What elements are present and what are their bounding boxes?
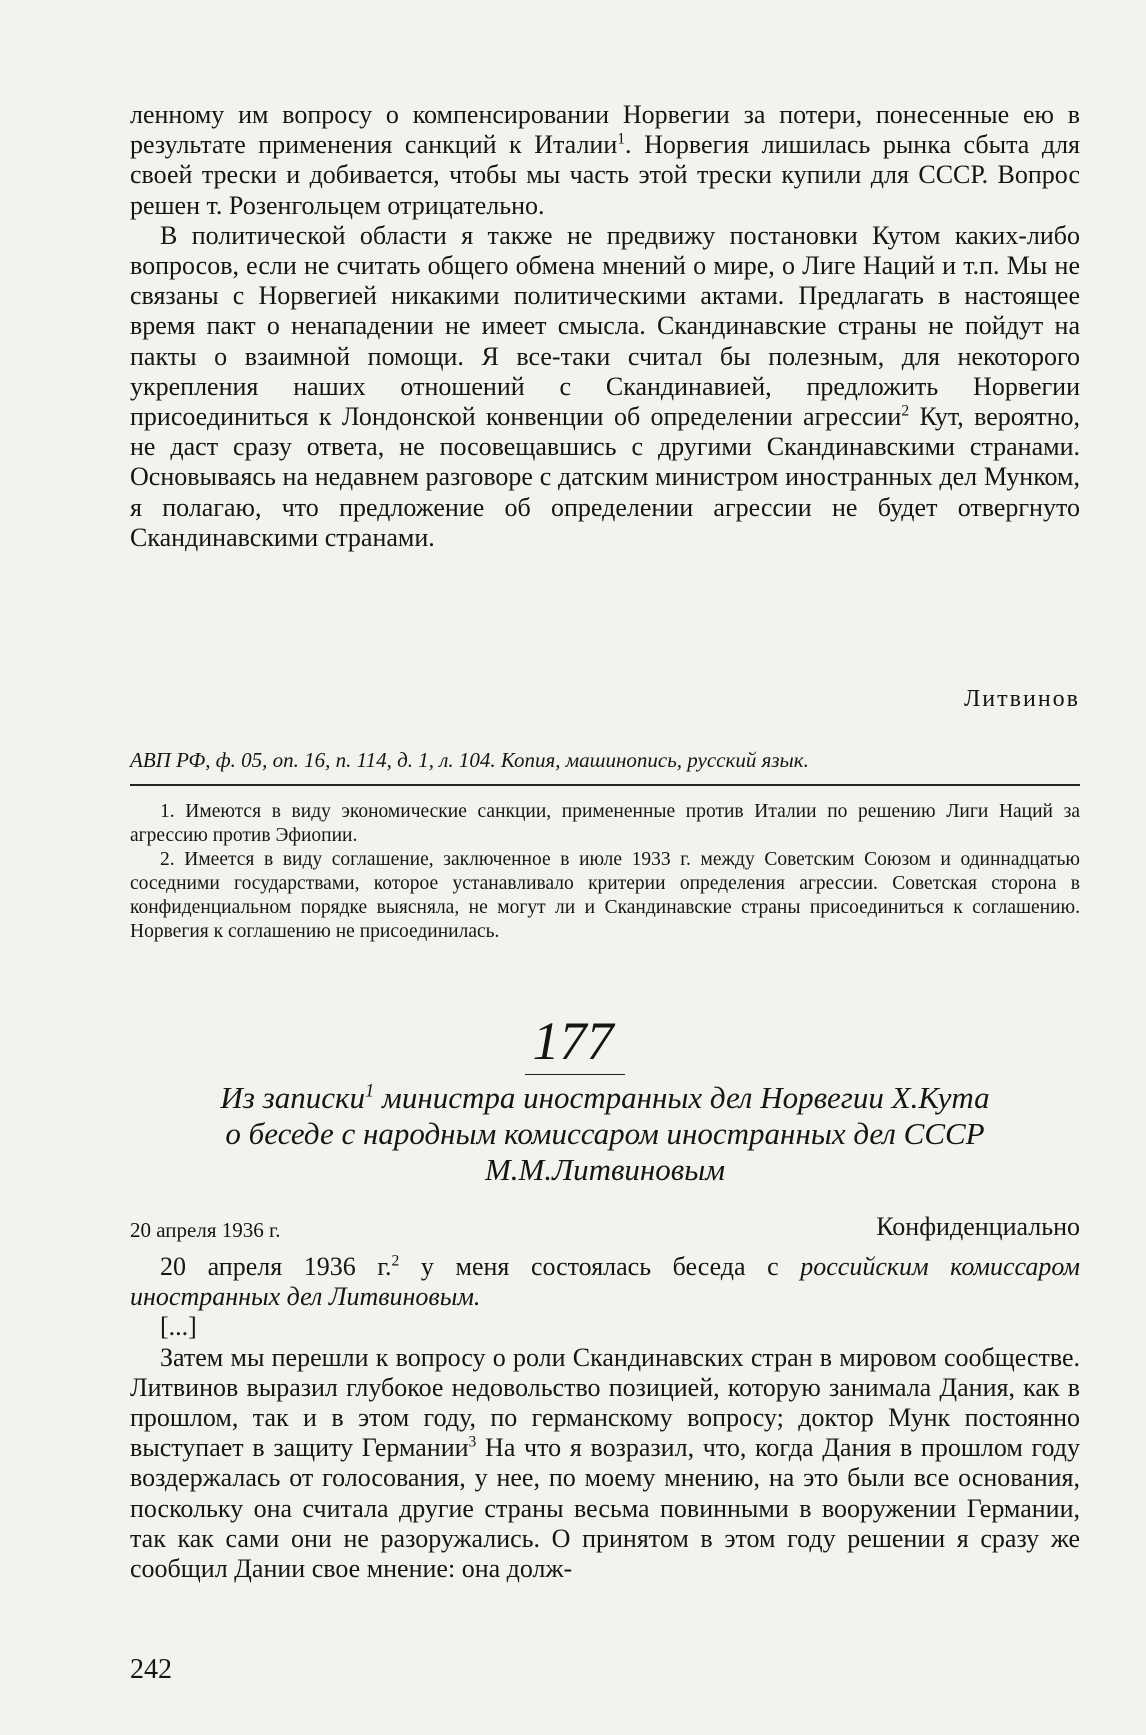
divider — [130, 784, 1080, 786]
footnote-ref: 2 — [391, 1252, 400, 1270]
footnote-1: 1. Имеются в виду экономические санкции, примененные против Италии по решению Лиги Наций за агрессию против Эфиопии. — [130, 801, 1080, 846]
page-number: 242 — [130, 1654, 172, 1685]
classification-label: Конфиденциально — [876, 1212, 1080, 1241]
paragraph: 20 апреля 1936 г.$^2$ у меня состоялась беседа с российским комиссаром иностранных дел Литвиновым. — [130, 1252, 1080, 1312]
document-number: 177 — [532, 1011, 614, 1071]
document-date: 20 апреля 1936 г. — [130, 1218, 281, 1242]
document-title: Из записки$^1$ министра иностранных дел Норвегии Х.Кута о беседе с народным комиссаром иностранных дел СССР М.М.Литвиновым — [220, 1080, 990, 1187]
archive-source: АВП РФ, ф. 05, оп. 16, п. 114, д. 1, л. 104. Копия, машинопись, русский язык. — [130, 748, 809, 772]
footnote-2: 2. Имеется в виду соглашение, заключенное в июле 1933 г. между Советским Союзом и одиннадцатью соседними государствами, которое устанавливало критерии определения агрессии. Советская сторона в конфиденциальном порядке выясняла, не могут ли и Скандинавские страны присоединиться к соглашению. Норвегия к соглашению не присоединилась. — [130, 849, 1080, 942]
document-number-underline — [525, 1074, 625, 1075]
paragraph: ленному им вопросу о компенсировании Норвегии за потери, понесенные ею в результате применения санкций к Италии$^1$. Норвегия лишилась рынка сбыта для своей трески и добивается, чтобы мы часть этой трески купили для СССР. Вопрос решен т. Розенгольцем отрицательно. — [130, 100, 1080, 220]
paragraph: В политической области я также не предвижу постановки Кутом каких-либо вопросов, если не считать общего обмена мнений о мире, о Лиге Наций и т.п. Мы не связаны с Норвегией никакими политическими актами. Предлагать в настоящее время пакт о ненападении не имеет смысла. Скандинавские страны не пойдут на пакты о взаимной помощи. Я все-таки считал бы полезным, для некоторого укрепления наших отношений с Скандинавией, предложить Норвегии присоединиться к Лондонской конвенции об определении агрессии$^2$ Кут, вероятно, не даст сразу ответа, не посовещавшись с другими Скандинавскими странами. Основываясь на недавнем разговоре с датским министром иностранных дел Мунком, я полагаю, что предложение об определении агрессии не будет отвергнуто Скандинавскими странами. — [130, 220, 1080, 552]
footnotes — [130, 800, 1080, 944]
ellipsis: [...] — [160, 1312, 197, 1342]
paragraph: Затем мы перешли к вопросу о роли Скандинавских стран в мировом сообществе. Литвинов выразил глубокое недовольство позицией, которую занимала Дания, как в прошлом, так и в этом году, по германскому вопросу; доктор Мунк постоянно выступает в защиту Германии$^3$ На что я возразил, что, когда Дания в прошлом году воздержалась от голосования, у нее, по моему мнению, на это были все основания, поскольку она считала другие страны весьма повинными в вооружении Германии, так как сами они не разоружались. О принятом в этом году решении я сразу же сообщил Дании свое мнение: она долж- — [130, 1342, 1080, 1584]
previous-document-body — [130, 100, 1080, 553]
footnote-ref: 1 — [617, 130, 626, 148]
signature: Литвинов — [964, 686, 1080, 712]
footnote-ref: 2 — [901, 402, 910, 420]
document-body — [130, 1252, 1080, 1584]
footnote-ref: 3 — [468, 1433, 477, 1451]
footnote-ref: 1 — [364, 1080, 375, 1102]
